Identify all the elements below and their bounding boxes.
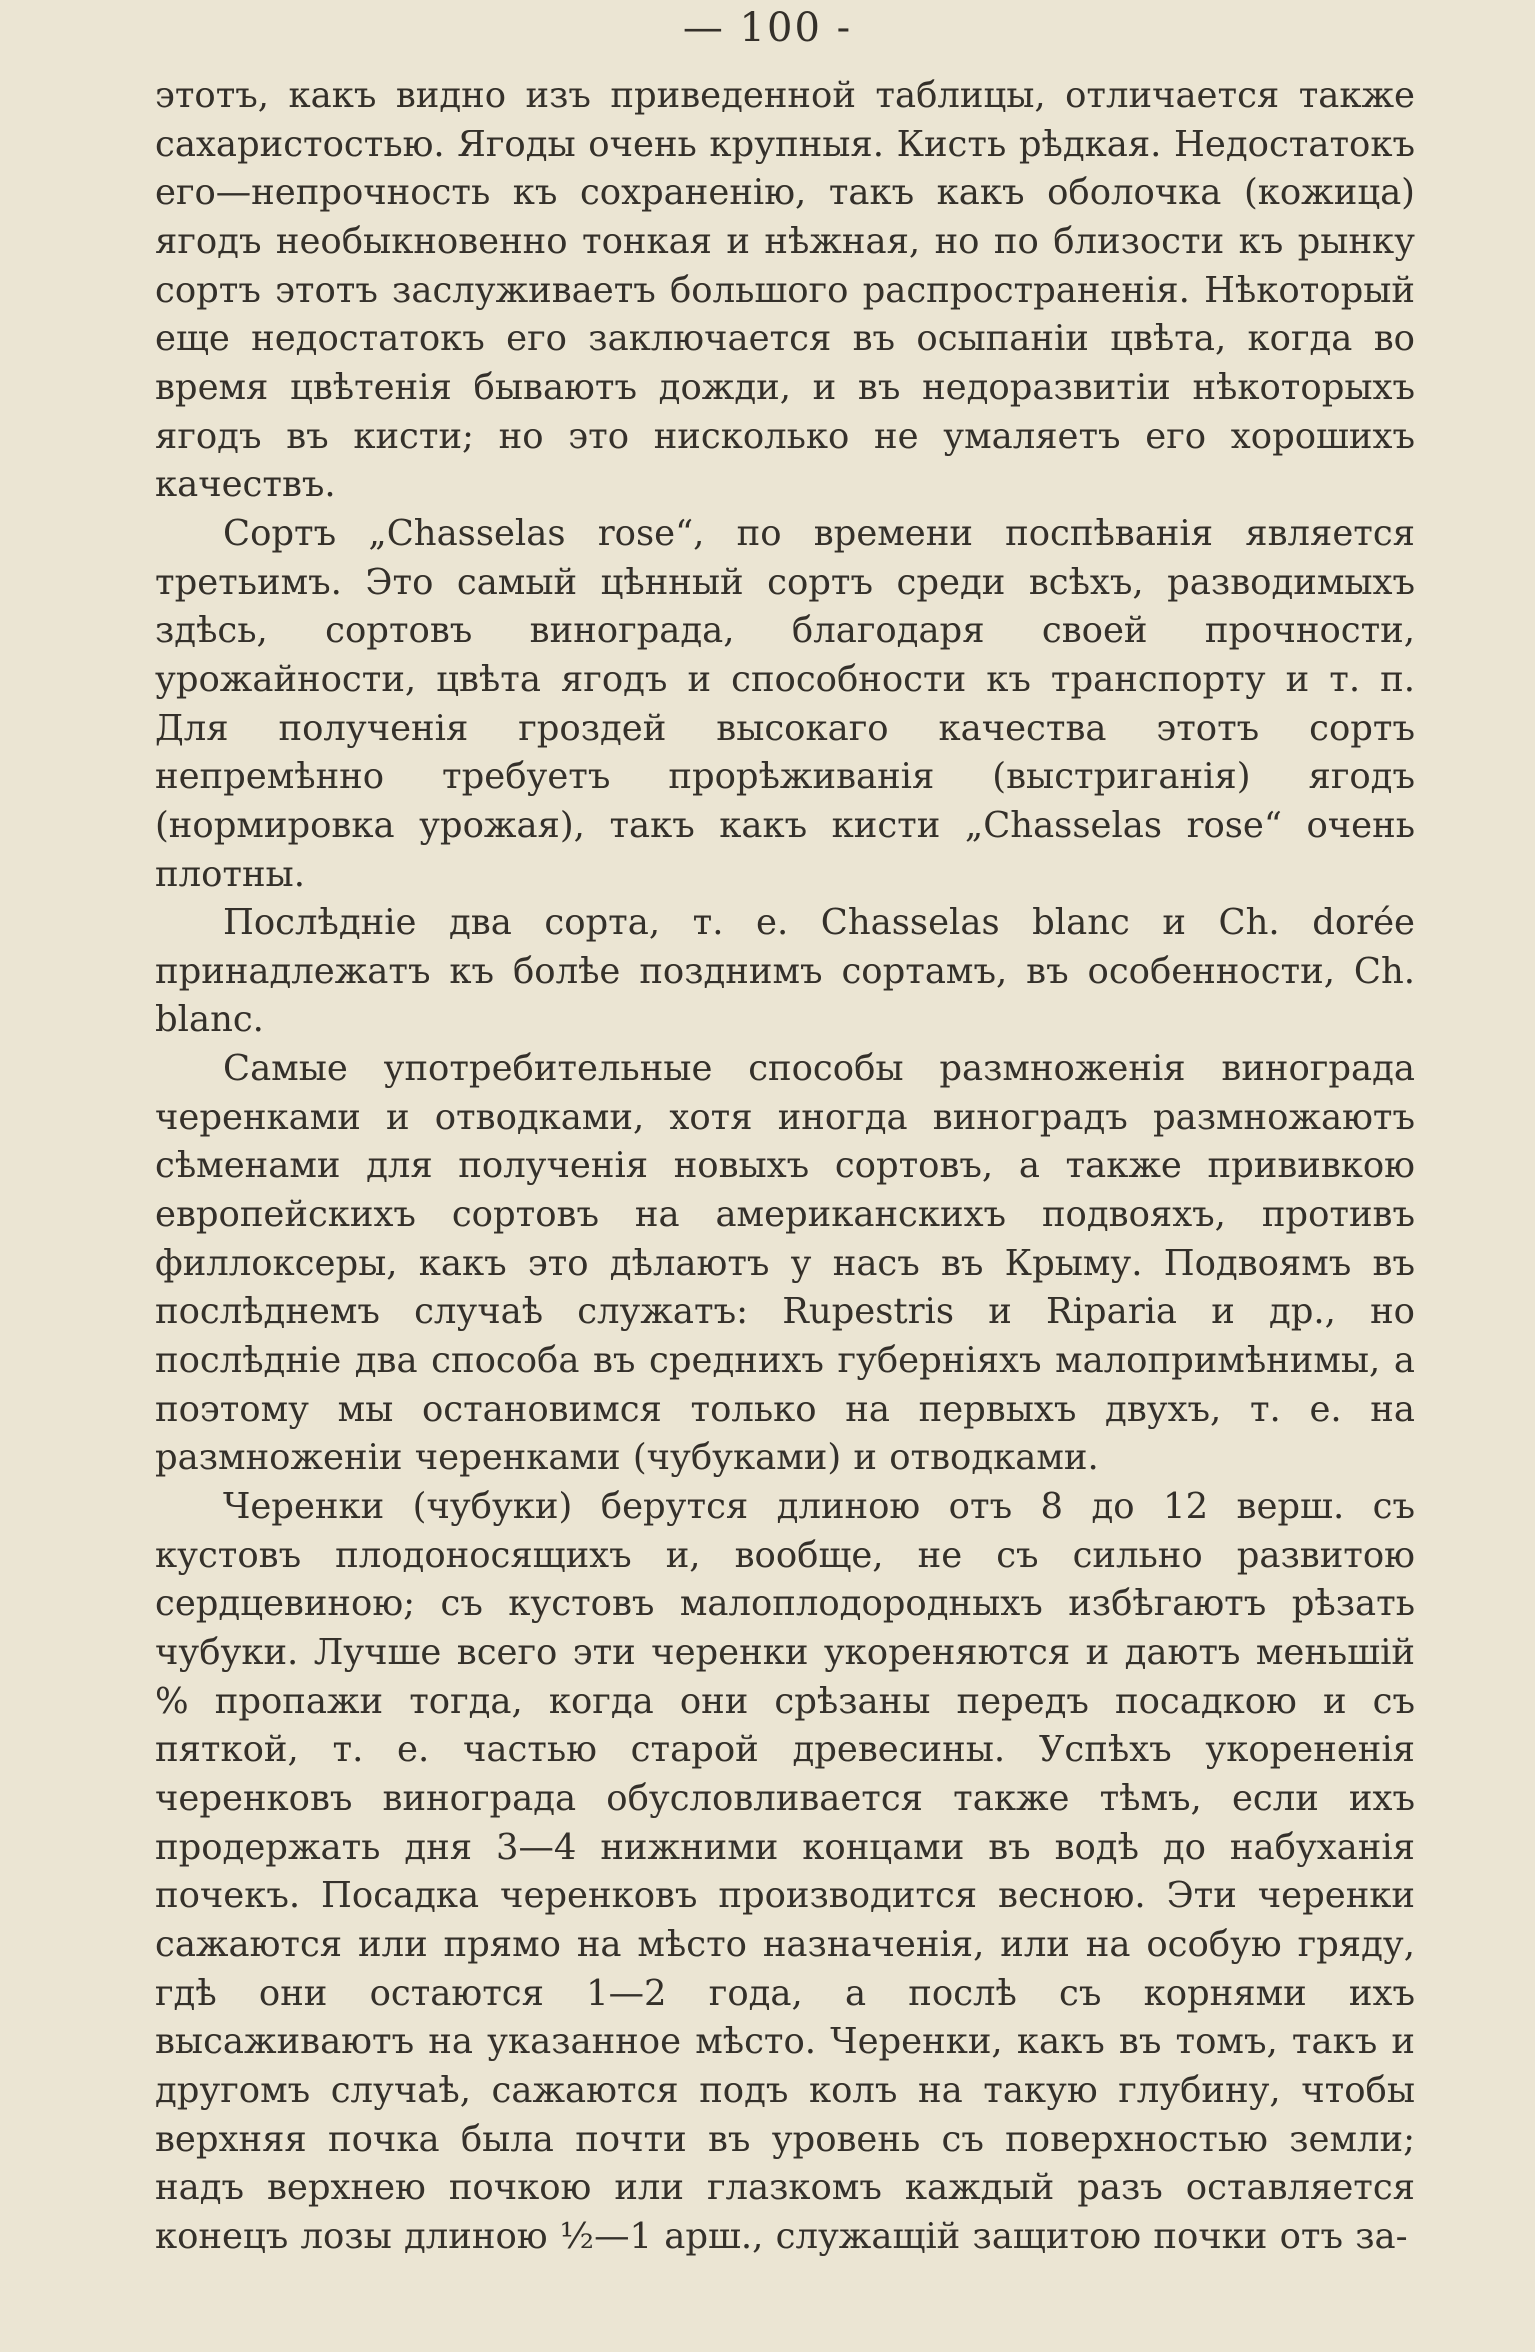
paragraph-late-varieties: Послѣдніе два сорта, т. е. Chasselas blanc и Ch. dorée принадлежатъ къ болѣе позднимъ сортамъ, въ особенности, Ch. blanc. — [155, 902, 1415, 1041]
paragraph-cuttings: Черенки (чубуки) берутся длиною отъ 8 до 12 верш. съ кустовъ плодоносящихъ и, вообще, не съ сильно развитою сердцевиною; съ кустовъ малоплодородныхъ избѣгаютъ рѣзать чубуки. Лучше всего эти черенки укореняются и даютъ меньшій % пропажи тогда, когда они срѣзаны передъ посадкою и съ пяткой, т. е. частью старой древесины. Успѣхъ укорененія черенковъ винограда обусловливается также тѣмъ, если ихъ продержать дня 3—4 нижними концами въ водѣ до набуханія почекъ. Посадка черенковъ производится весною. Эти черенки сажаются или прямо на мѣсто назначенія, или на особую гряду, гдѣ они остаются 1—2 года, а послѣ съ корнями ихъ высаживаютъ на указанное мѣсто. Черенки, какъ въ томъ, такъ и другомъ случаѣ, сажаются подъ колъ на такую глубину, чтобы верхняя почка была почти въ уровень съ поверхностью земли; надъ верхнею почкою или глазкомъ каждый разъ оставляется конецъ лозы длиною ½—1 арш., служащій защитою почки отъ за- — [155, 1486, 1415, 2257]
paragraph-chasselas-rose: Сортъ „Chasselas rose“, по времени поспѣванія является третьимъ. Это самый цѣнный сортъ среди всѣхъ, разводимыхъ здѣсь, сортовъ винограда, благодаря своей прочности, урожайности, цвѣта ягодъ и способности къ транспорту и т. п. Для полученія гроздей высокаго качества этотъ сортъ непремѣнно требуетъ прорѣживанія (выстриганія) ягодъ (нормировка урожая), такъ какъ кисти „Chasselas rose“ очень плотны. — [155, 512, 1415, 895]
paragraph-propagation-methods: Самые употребительные способы размноженія винограда черенками и отводками, хотя иногда виноградъ размножаютъ сѣменами для полученія новыхъ сортовъ, а также прививкою европейскихъ сортовъ на американскихъ подвояхъ, противъ филлоксеры, какъ это дѣлаютъ у насъ въ Крыму. Подвоямъ въ послѣднемъ случаѣ служатъ: Rupestris и Riparia и др., но послѣдніе два способа въ среднихъ губерніяхъ малопримѣнимы, а поэтому мы остановимся только на первыхъ двухъ, т. е. на размноженіи черенками (чубуками) и отводками. — [155, 1048, 1415, 1479]
paragraph-continuation: этотъ, какъ видно изъ приведенной таблицы, отличается также сахаристостью. Ягоды очень крупныя. Кисть рѣдкая. Недостатокъ его—непрочность къ сохраненію, такъ какъ оболочка (кожица) ягодъ необыкновенно тонкая и нѣжная, но по близости къ рынку сортъ этотъ заслуживаетъ большого распространенія. Нѣкоторый еще недостатокъ его заключается въ осыпаніи цвѣта, когда во время цвѣтенія бываютъ дожди, и въ недоразвитіи нѣкоторыхъ ягодъ въ кисти; но это нисколько не умаляетъ его хорошихъ качествъ. — [155, 75, 1415, 506]
page-number: — 100 - — [682, 5, 853, 51]
body-text — [155, 72, 1415, 2262]
